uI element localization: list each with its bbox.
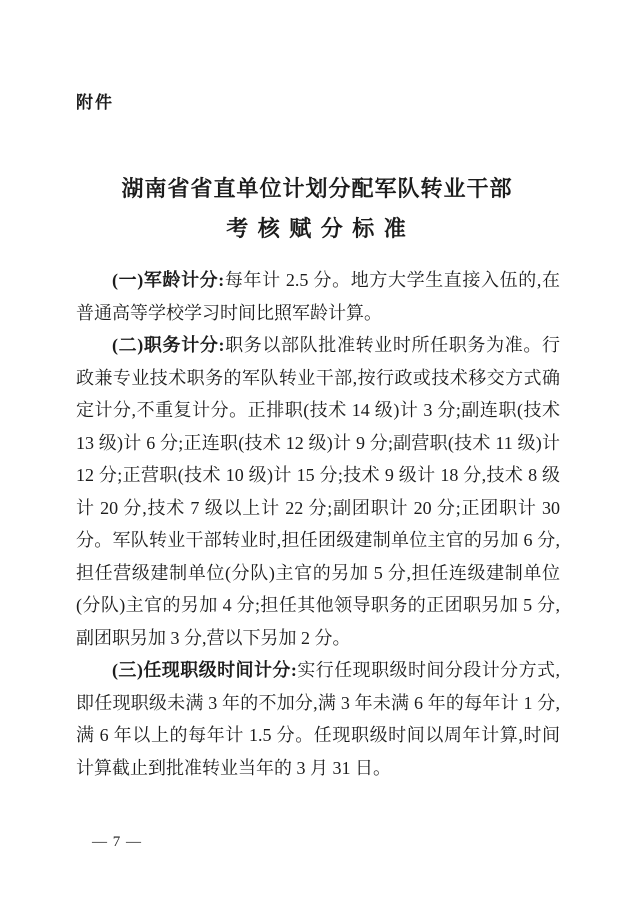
attachment-label: 附件 — [76, 93, 114, 112]
page-number: — 7 — — [92, 834, 142, 850]
paragraph-tenure-scoring — [76, 654, 560, 784]
paragraph-lead: (二)职务计分: — [112, 335, 225, 355]
paragraph-military-age-scoring — [76, 264, 560, 329]
paragraph-text: 职务以部队批准转业时所任职务为准。行政兼专业技术职务的军队转业干部,按行政或技术移交方式确定计分,不重复计分。正排职(技术 14 级)计 3 分;副连职(技术 13 级)计 6 分;正连职(技术 12 级)计 9 分;副营职(技术 11 级)计 12 分;正营职(技术 10 级)计 15 分;技术 9 级计 18 分,技术 8 级计 20 分,技术 7 级以上计 22 分;副团职计 20 分;正团职计 30 分。军队转业干部转业时,担任团级建制单位主官的另加 6 分,担任营级建制单位(分队)主官的另加 5 分,担任连级建制单位(分队)主官的另加 4 分;担任其他领导职务的正团职另加 5 分,副团职另加 3 分,营以下另加 2 分。 — [76, 335, 560, 648]
paragraph-text: 实行任现职级时间分段计分方式,即任现职级未满 3 年的不加分,满 3 年未满 6 年的每年计 1 分,满 6 年以上的每年计 1.5 分。任现职级时间以周年计算,时间计算截止到批准转业当年的 3 月 31 日。 — [76, 660, 561, 778]
paragraph-text: 每年计 2.5 分。地方大学生直接入伍的,在普通高等学校学习时间比照军龄计算。 — [76, 270, 560, 323]
document-subtitle: 考 核 赋 分 标 准 — [226, 216, 408, 241]
paragraph-position-scoring — [76, 329, 560, 654]
document-body — [76, 264, 560, 784]
paragraph-lead: (一)军龄计分: — [112, 270, 225, 290]
paragraph-lead: (三)任现职级时间计分: — [112, 660, 297, 680]
document-title: 湖南省省直单位计划分配军队转业干部 — [121, 176, 513, 201]
